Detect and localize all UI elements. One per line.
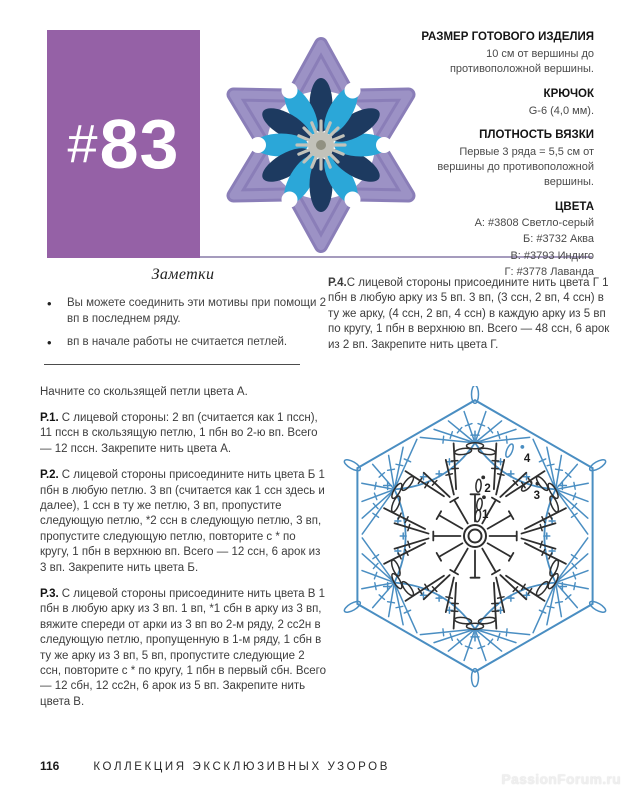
note-item: • вп в начале работы не считается петлей. (40, 335, 326, 351)
crochet-chart-image (330, 386, 620, 688)
hook-value: G-6 (4,0 мм). (528, 104, 594, 117)
notes-divider (44, 364, 300, 365)
pattern-number: 83 (99, 105, 180, 183)
row-2-instruction: Р.2. С лицевой стороны присоедините нить цвета Б 1 пбн в любую петлю. 3 вп (считается как 1 ссн здесь и далее), 1 ссн в ту же петлю, 3 вп, пропустите следующую петлю, *2 ссн в следующую петлю, 3 вп, пропустите следующую петлю, повторите с * по кругу, 1 пбн в верхнюю вп. Всего — 12 ссн, 6 арок из 3 вп. Закрепите нить цвета Б. (40, 469, 325, 574)
notes-section (40, 266, 326, 365)
hash-symbol: # (67, 114, 98, 174)
row-4-instruction: Р.4.С лицевой стороны присоедините нить цвета Г 1 пбн в любую арку из 5 вп. 3 вп, (3 ссн, 2 вп, 4 ссн) в ту же арку, (4 ссн, 2 вп, 4 ссн) в каждую арку из 5 вп по кругу, 1 пбн в верхнюю вп. Всего — 48 ссн, 6 арок из 2 вп. Закрепите нить цвета Г. (328, 277, 610, 351)
motif-photo (205, 18, 437, 268)
row-3-label: Р.3. (40, 588, 59, 601)
color-line-v: В: #3793 Индиго (510, 249, 594, 262)
color-line-a: А: #3808 Светло-серый (474, 216, 594, 229)
gauge-label: ПЛОТНОСТЬ ВЯЗКИ (479, 129, 594, 142)
svg-text:4: 4 (523, 452, 531, 465)
start-instruction: Начните со скользящей петли цвета А. (40, 385, 248, 398)
footer-page-number: 116 (40, 759, 60, 773)
row-2-label: Р.2. (40, 469, 59, 482)
row-1-instruction: Р.1. С лицевой стороны: 2 вп (считается как 1 пссн), 11 пссн в скользящую петлю, 1 пбн во 2-ю вп. Всего — 12 пссн. Закрепите нить цвета А. (40, 411, 318, 455)
row-1-label: Р.1. (40, 411, 59, 424)
specs-column (418, 30, 594, 281)
gauge-value: Первые 3 ряда = 5,5 см от вершины до противоположной вершины. (437, 146, 594, 189)
row-3-instruction: Р.3. С лицевой стороны присоедините нить цвета В 1 пбн в любую арку из 3 вп. 1 вп, *1 сбн в арку из 3 вп, вяжите спереди от арки из 3 вп во 2-м ряду, 2 сс2н в следующую петлю, пропущенную в 1-м ряду, 1 сбн в ту же арку из 3 вп, 5 вп, пропустите следующие 2 ссн, повторите с * по кругу, 1 пбн в первый сбн. Всего — 12 сбн, 12 сс2н, 6 арок из 5 вп. Закрепите нить цвета В. (40, 588, 326, 708)
note-item: • Вы можете соединить эти мотивы при помощи 2 вп в последнем ряду. (40, 296, 326, 328)
size-label: РАЗМЕР ГОТОВОГО ИЗДЕЛИЯ (421, 31, 594, 43)
crochet-diagram (330, 386, 620, 688)
watermark-text: PassionForum.ru (501, 771, 621, 787)
color-line-b: Б: #3732 Аква (523, 233, 594, 246)
left-column (40, 266, 326, 710)
right-column (328, 276, 618, 353)
hook-label: КРЮЧОК (543, 87, 594, 100)
size-value: 10 см от вершины до противоположной вершины. (449, 47, 594, 75)
svg-text:2: 2 (484, 483, 491, 496)
flower-motif-image (205, 18, 437, 268)
pattern-number-badge (47, 30, 200, 258)
page-footer (40, 759, 390, 773)
svg-text:1: 1 (482, 509, 489, 522)
notes-list (40, 296, 326, 351)
colors-label: ЦВЕТА (555, 200, 594, 213)
svg-text:3: 3 (533, 489, 541, 502)
color-line-g: Г: #3778 Лаванда (504, 266, 594, 279)
footer-book-title: КОЛЛЕКЦИЯ ЭКСКЛЮЗИВНЫХ УЗОРОВ (93, 761, 390, 773)
notes-title: Заметки (151, 266, 215, 283)
row-4-label: Р.4. (328, 277, 347, 289)
